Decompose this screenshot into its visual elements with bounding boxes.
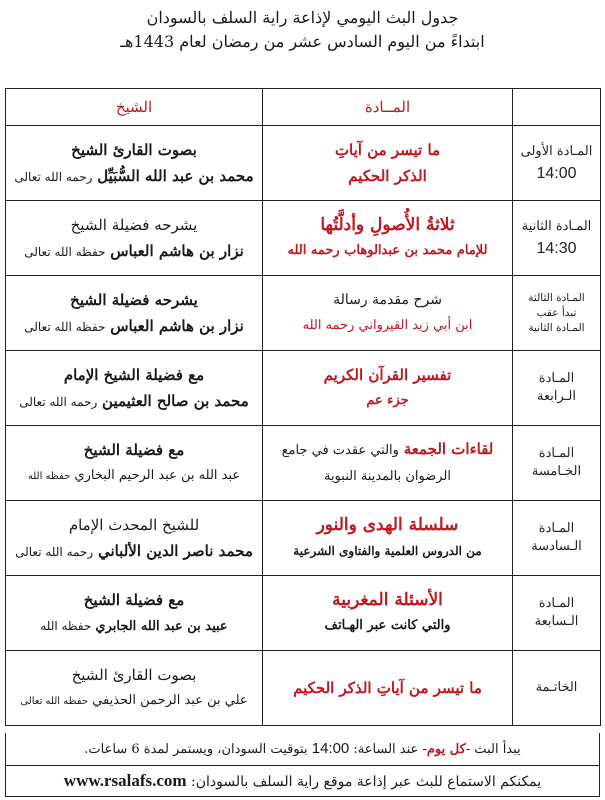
row-material <box>263 651 513 726</box>
sheikh-intro: يشرحه فضيلة الشيخ <box>70 215 198 234</box>
row-label-text: المـادة <box>538 521 575 536</box>
website-link[interactable]: www.rsalafs.com <box>63 771 187 790</box>
row-sheikh <box>6 201 263 276</box>
row-label-text: تبدأ عقب <box>536 306 577 319</box>
sheikh-name: محمد ناصر الدين الألباني <box>97 541 253 560</box>
sheikh-name: علي بن عبد الرحمن الحذيفي <box>92 692 248 708</box>
material-line: ابن أبي زيد القيرواني رحمه الله <box>302 318 473 333</box>
row-sheikh <box>6 576 263 651</box>
material-line: والتي كانت عبر الهـاتف <box>324 618 451 633</box>
material-line: ما تيسر من آياتِ <box>334 141 441 159</box>
sheikh-intro: مع فضيلة الشيخ <box>83 440 185 459</box>
row-label <box>513 201 601 276</box>
sheikh-name: محمد بن عبد الله السُّبَيِّل <box>97 166 254 185</box>
row-label-text: الـرابعة <box>536 389 577 404</box>
row-label <box>513 351 601 426</box>
material-line: من الدروس العلمية والفتاوى الشرعية <box>293 544 482 558</box>
material-line: تفسير القرآن الكريم <box>323 366 452 384</box>
table-row <box>6 576 601 651</box>
material-line: جزء عم <box>366 393 409 408</box>
material-line: ثلاثةُ الأُصولِ وأدلَّتُها <box>320 215 455 235</box>
row-label-text: المـادة <box>538 446 575 461</box>
material-line: للإمام محمد بن عبدالوهاب رحمه الله <box>287 243 488 258</box>
material-line: الذكر الحكيم <box>348 167 427 185</box>
row-label <box>513 576 601 651</box>
sheikh-honorific: حفظه الله <box>40 618 92 633</box>
sheikh-honorific: رحمه الله تعالى <box>19 394 98 409</box>
row-sheikh <box>6 126 263 201</box>
table-row <box>6 276 601 351</box>
broadcast-start-note <box>5 733 600 766</box>
row-label-text: الـسادسة <box>531 539 582 554</box>
table-row <box>6 501 601 576</box>
row-sheikh <box>6 501 263 576</box>
header-label-cell <box>513 89 601 126</box>
row-label-text: المـادة <box>538 371 575 386</box>
note-highlight: كل يوم <box>426 742 466 757</box>
row-sheikh <box>6 276 263 351</box>
sheikh-honorific: رحمه الله تعالى <box>14 169 93 184</box>
table-header-row <box>6 89 601 126</box>
row-sheikh <box>6 351 263 426</box>
row-material <box>263 276 513 351</box>
row-time: 14:30 <box>536 240 577 257</box>
row-sheikh <box>6 426 263 501</box>
material-text: والتي عقدت في جامع <box>281 443 399 458</box>
material-highlight: لقاءات الجمعة <box>403 440 494 458</box>
row-label-text: المـادة الأولى <box>520 144 593 159</box>
table-row <box>6 426 601 501</box>
row-sheikh <box>6 651 263 726</box>
sheikh-name: نزار بن هاشم العباس <box>110 241 244 260</box>
header-material: المــادة <box>263 89 513 126</box>
row-label-text: الـسابعة <box>534 614 579 629</box>
sheikh-intro: مع فضيلة الشيخ الإمام <box>63 365 205 384</box>
note-text: - عند الساعة: <box>353 742 427 757</box>
page-subtitle: ابتداءً من اليوم السادس عشر من رمضان لعام 1443هـ <box>120 32 485 51</box>
sheikh-name: محمد بن صالح العثيمين <box>102 391 249 410</box>
sheikh-name: عبد الله بن عبد الرحيم البخاري <box>74 467 241 483</box>
sheikh-intro: بصوت القارئ الشيخ <box>71 140 197 159</box>
header-sheikh: الشيخ <box>6 89 263 126</box>
material-line: ما تيسر من آياتِ الذكر الحكيم <box>293 679 482 697</box>
row-material <box>263 576 513 651</box>
header <box>0 0 605 58</box>
row-material <box>263 351 513 426</box>
row-label <box>513 276 601 351</box>
row-label <box>513 651 601 726</box>
row-label <box>513 426 601 501</box>
sheikh-honorific: حفظه الله تعالى <box>20 695 89 707</box>
sheikh-intro: للشيخ المحدث الإمام <box>68 515 200 534</box>
row-label-text: المـادة الثالثة <box>528 291 585 304</box>
note-time: 14:00 <box>311 740 350 757</box>
material-line: سلسلة الهدى والنور <box>316 515 459 535</box>
sheikh-honorific: حفظه الله تعالى <box>24 319 106 334</box>
row-label-text: الخـامسة <box>531 464 582 479</box>
table-row <box>6 201 601 276</box>
table-row <box>6 651 601 726</box>
row-label-text: الخاتـمة <box>535 680 578 695</box>
row-label <box>513 126 601 201</box>
sheikh-honorific: رحمه الله تعالى <box>15 544 94 559</box>
table-row <box>6 126 601 201</box>
table-row <box>6 351 601 426</box>
sheikh-honorific: حفظه الله تعالى <box>24 244 106 259</box>
row-label-text: المـادة <box>538 596 575 611</box>
schedule-table <box>5 88 601 726</box>
row-material <box>263 501 513 576</box>
row-material <box>263 201 513 276</box>
note-text: يبدأ البث - <box>465 742 521 757</box>
row-label <box>513 501 601 576</box>
material-line: شرح مقدمة رسالة <box>333 292 442 308</box>
listen-text: يمكنكم الاستماع للبث عبر إذاعة موقع راية السلف بالسودان: <box>191 774 542 790</box>
sheikh-intro: يشرحه فضيلة الشيخ <box>70 290 198 309</box>
listen-note <box>5 766 600 797</box>
sheikh-intro: بصوت القارئ الشيخ <box>71 665 197 684</box>
sheikh-name: نزار بن هاشم العباس <box>110 316 244 335</box>
row-material <box>263 126 513 201</box>
row-label-text: المـادة الثانية <box>521 219 592 234</box>
material-line: الأسئلة المغربية <box>332 590 443 610</box>
row-label-text: المـادة الثانية <box>528 321 585 334</box>
sheikh-honorific: حفظه الله <box>27 470 71 482</box>
row-material <box>263 426 513 501</box>
note-text: بتوقيت السودان، ويستمر لمدة 6 ساعات. <box>84 742 308 757</box>
material-line: الرضوان بالمدينة النبوية <box>323 469 452 484</box>
sheikh-name: عبيد بن عبد الله الجابري <box>95 618 228 634</box>
page-title: جدول البث اليومي لإذاعة راية السلف بالسودان <box>146 8 459 27</box>
row-time: 14:00 <box>536 165 577 182</box>
sheikh-intro: مع فضيلة الشيخ <box>83 590 185 609</box>
